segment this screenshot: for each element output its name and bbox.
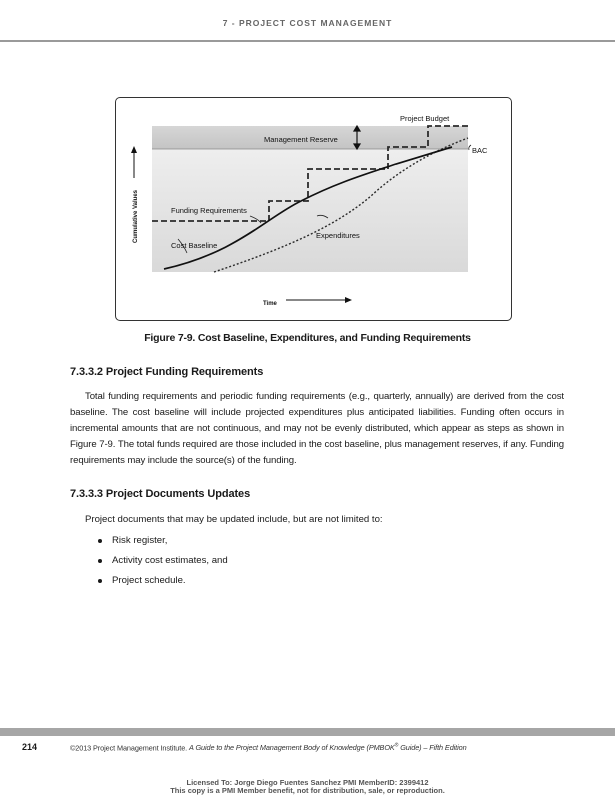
list-item-text: Risk register, [112, 535, 168, 546]
copyright-suffix: Guide) – Fifth Edition [398, 743, 467, 753]
cost-chart [116, 98, 513, 322]
license-line-1: Licensed To: Jorge Diego Fuentes Sanchez PMI MemberID: 2399412 [186, 778, 429, 787]
y-axis-arrow [131, 146, 137, 178]
funding-requirements-label: Funding Requirements [171, 206, 247, 215]
footer-divider [0, 728, 615, 736]
running-header: 7 - PROJECT COST MANAGEMENT [222, 18, 393, 28]
figure-frame [115, 97, 512, 321]
list-item-text: Project schedule. [112, 575, 186, 586]
copyright-prefix: ©2013 Project Management Institute. [70, 743, 188, 753]
documents-list [98, 535, 228, 595]
x-axis-arrow [286, 297, 352, 303]
funding-paragraph: Total funding requirements and periodic funding requirements (e.g., quarterly, annually) are derived from the cost baseline. The cost baseline will include projected expenditures plus anticipated liabilities. Funding often occurs in incremental amounts that are not continuous, and may not be evenly distributed, which appear as steps as shown in Figure 7-9. The total funds required are those included in the cost baseline, plus management reserves, if any. Funding requirements may include the source(s) of the funding. [70, 391, 564, 466]
y-axis-label: Cumulative Values [133, 189, 139, 243]
list-item-text: Activity cost estimates, and [112, 555, 228, 566]
figure-caption: Figure 7-9. Cost Baseline, Expenditures, and Funding Requirements [144, 332, 471, 344]
project-budget-label: Project Budget [400, 114, 450, 123]
section-heading-documents: 7.3.3.3 Project Documents Updates [70, 488, 251, 500]
copyright-reg: ® [394, 743, 399, 749]
x-axis-label: Time [263, 301, 277, 307]
list-item [98, 575, 228, 595]
page-number: 214 [22, 742, 38, 752]
documents-intro: Project documents that may be updated include, but are not limited to: [85, 514, 383, 525]
list-item [98, 555, 228, 575]
bac-label: BAC [472, 146, 488, 155]
bullet-icon [98, 559, 102, 563]
expenditures-label: Expenditures [316, 231, 360, 240]
bullet-icon [98, 579, 102, 583]
footer-copyright [70, 743, 467, 752]
cost-baseline-label: Cost Baseline [171, 241, 218, 250]
list-item [98, 535, 228, 555]
management-reserve-label: Management Reserve [264, 135, 338, 144]
copyright-title: A Guide to the Project Management Body of Knowledge (PMBOK [189, 743, 395, 753]
header-divider [0, 40, 615, 42]
section-heading-funding: 7.3.3.2 Project Funding Requirements [70, 366, 264, 378]
bac-leader [469, 145, 471, 150]
license-line-2: This copy is a PMI Member benefit, not for distribution, sale, or reproduction. [170, 786, 445, 795]
bullet-icon [98, 539, 102, 543]
